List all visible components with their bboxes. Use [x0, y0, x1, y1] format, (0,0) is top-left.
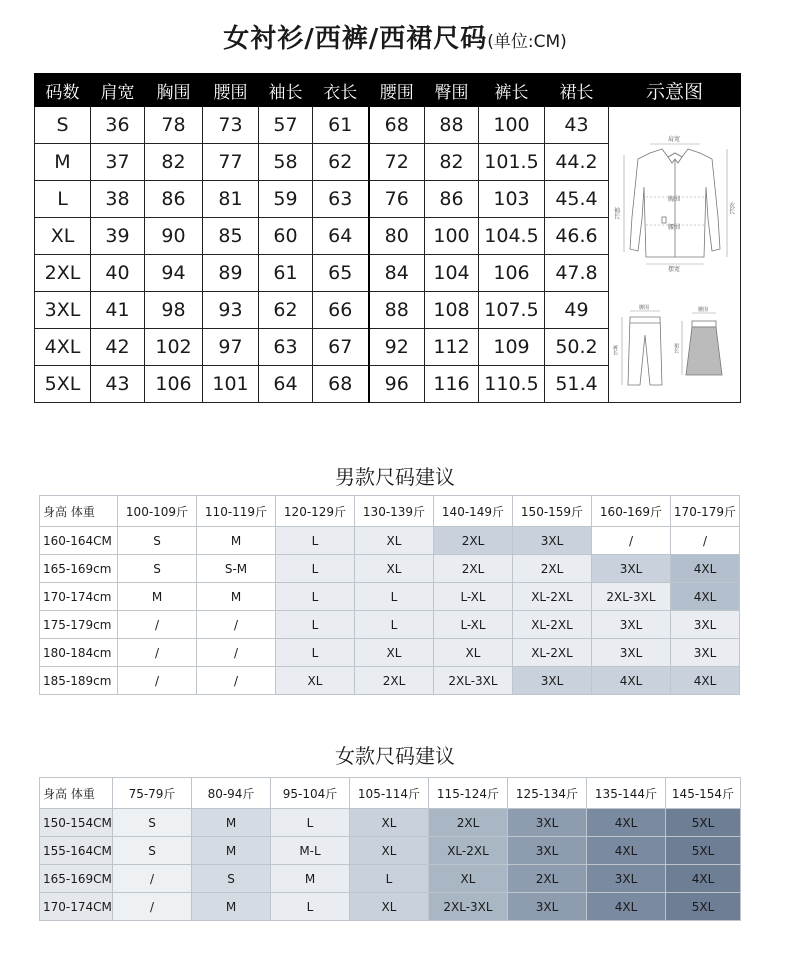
size-value-cell: 103 — [479, 181, 545, 218]
title-main: 女衬衫/西裤/西裙尺码 — [223, 24, 488, 54]
size-code-cell: 3XL — [35, 292, 91, 329]
height-label: 150-154CM — [40, 809, 113, 837]
garment-diagram-svg — [610, 107, 740, 397]
size-value-cell: 100 — [479, 107, 545, 144]
size-value-cell: 80 — [369, 218, 425, 255]
size-value-cell: 92 — [369, 329, 425, 366]
label-hem: 摆宽 — [667, 266, 680, 273]
size-suggestion-cell: 4XL — [587, 893, 666, 921]
women-header-row — [40, 778, 741, 809]
size-suggestion-cell: M — [192, 893, 271, 921]
size-value-cell: 100 — [425, 218, 479, 255]
size-suggestion-cell: S — [118, 527, 197, 555]
size-value-cell: 68 — [313, 366, 369, 403]
size-suggestion-cell: 2XL-3XL — [434, 667, 513, 695]
weight-header: 170-179斤 — [671, 496, 740, 527]
size-value-cell: 88 — [369, 292, 425, 329]
size-suggestion-cell: / — [118, 611, 197, 639]
men-row — [40, 667, 740, 695]
size-suggestion-cell: 3XL — [513, 667, 592, 695]
size-suggestion-cell: S — [113, 837, 192, 865]
size-suggestion-cell: 3XL — [592, 555, 671, 583]
size-suggestion-cell: XL-2XL — [513, 611, 592, 639]
size-suggestion-cell: 3XL — [592, 639, 671, 667]
size-suggestion-cell: 3XL — [592, 611, 671, 639]
size-value-cell: 108 — [425, 292, 479, 329]
corner-label: 身高 体重 — [40, 778, 113, 809]
size-suggestion-cell: XL-2XL — [513, 583, 592, 611]
size-value-cell: 86 — [145, 181, 203, 218]
size-value-cell: 42 — [91, 329, 145, 366]
size-suggestion-cell: 3XL — [671, 611, 740, 639]
size-value-cell: 45.4 — [545, 181, 609, 218]
size-col-header: 臀围 — [425, 74, 479, 107]
size-suggestion-cell: 3XL — [508, 893, 587, 921]
size-suggestion-cell: 2XL — [434, 527, 513, 555]
size-suggestion-cell: XL-2XL — [513, 639, 592, 667]
size-value-cell: 85 — [203, 218, 259, 255]
size-col-header: 码数 — [35, 74, 91, 107]
size-suggestion-cell: M-L — [271, 837, 350, 865]
size-code-cell: 5XL — [35, 366, 91, 403]
size-suggestion-cell: 3XL — [508, 809, 587, 837]
size-suggestion-cell: 3XL — [587, 865, 666, 893]
size-col-header: 衣长 — [313, 74, 369, 107]
skirt-icon — [686, 321, 722, 375]
size-suggestion-cell: L — [350, 865, 429, 893]
size-value-cell: 116 — [425, 366, 479, 403]
size-value-cell: 64 — [259, 366, 313, 403]
size-value-cell: 36 — [91, 107, 145, 144]
size-value-cell: 112 — [425, 329, 479, 366]
size-value-cell: 68 — [369, 107, 425, 144]
weight-header: 115-124斤 — [429, 778, 508, 809]
size-value-cell: 58 — [259, 144, 313, 181]
size-suggestion-cell: M — [197, 527, 276, 555]
size-suggestion-cell: 2XL — [355, 667, 434, 695]
size-value-cell: 37 — [91, 144, 145, 181]
size-code-cell: L — [35, 181, 91, 218]
women-row — [40, 809, 741, 837]
size-suggestion-cell: 5XL — [666, 837, 741, 865]
size-value-cell: 57 — [259, 107, 313, 144]
size-value-cell: 109 — [479, 329, 545, 366]
weight-header: 100-109斤 — [118, 496, 197, 527]
women-row — [40, 865, 741, 893]
size-suggestion-cell: M — [197, 583, 276, 611]
size-suggestion-cell: 4XL — [592, 667, 671, 695]
size-value-cell: 97 — [203, 329, 259, 366]
size-suggestion-cell: 4XL — [587, 837, 666, 865]
size-col-header: 腰围 — [369, 74, 425, 107]
size-value-cell: 41 — [91, 292, 145, 329]
label-shoulder: 肩宽 — [667, 136, 680, 143]
size-row — [35, 107, 741, 144]
size-value-cell: 106 — [479, 255, 545, 292]
size-table-header — [35, 74, 741, 107]
size-value-cell: 81 — [203, 181, 259, 218]
size-value-cell: 107.5 — [479, 292, 545, 329]
weight-header: 110-119斤 — [197, 496, 276, 527]
height-label: 170-174cm — [40, 583, 118, 611]
size-value-cell: 43 — [91, 366, 145, 403]
size-col-header: 肩宽 — [91, 74, 145, 107]
size-table — [34, 73, 741, 403]
size-suggestion-cell: 4XL — [671, 555, 740, 583]
size-suggestion-cell: XL — [355, 527, 434, 555]
size-value-cell: 89 — [203, 255, 259, 292]
size-suggestion-cell: / — [671, 527, 740, 555]
size-col-header: 腰围 — [203, 74, 259, 107]
size-value-cell: 38 — [91, 181, 145, 218]
height-label: 165-169CM — [40, 865, 113, 893]
size-value-cell: 59 — [259, 181, 313, 218]
size-suggestion-cell: 2XL — [434, 555, 513, 583]
size-value-cell: 47.8 — [545, 255, 609, 292]
size-suggestion-cell: L-XL — [434, 611, 513, 639]
size-suggestion-cell: 2XL-3XL — [429, 893, 508, 921]
size-code-cell: XL — [35, 218, 91, 255]
size-value-cell: 96 — [369, 366, 425, 403]
label-pants-waist: 腰围 — [638, 305, 649, 311]
size-value-cell: 102 — [145, 329, 203, 366]
size-code-cell: M — [35, 144, 91, 181]
men-row — [40, 583, 740, 611]
size-suggestion-cell: XL — [429, 865, 508, 893]
size-value-cell: 101.5 — [479, 144, 545, 181]
size-suggestion-cell: XL — [355, 639, 434, 667]
size-suggestion-cell: XL — [434, 639, 513, 667]
height-label: 170-174CM — [40, 893, 113, 921]
size-value-cell: 72 — [369, 144, 425, 181]
size-suggestion-cell: L — [276, 611, 355, 639]
size-suggestion-cell: / — [113, 893, 192, 921]
label-waist: 腰围 — [667, 224, 680, 231]
size-value-cell: 98 — [145, 292, 203, 329]
size-value-cell: 60 — [259, 218, 313, 255]
size-value-cell: 94 — [145, 255, 203, 292]
size-suggestion-cell: / — [197, 639, 276, 667]
size-suggestion-cell: L-XL — [434, 583, 513, 611]
weight-header: 130-139斤 — [355, 496, 434, 527]
weight-header: 95-104斤 — [271, 778, 350, 809]
size-suggestion-cell: 5XL — [666, 809, 741, 837]
weight-header: 105-114斤 — [350, 778, 429, 809]
men-size-table — [39, 495, 740, 695]
weight-header: 140-149斤 — [434, 496, 513, 527]
women-row — [40, 893, 741, 921]
weight-header: 145-154斤 — [666, 778, 741, 809]
size-suggestion-cell: / — [113, 865, 192, 893]
weight-header: 80-94斤 — [192, 778, 271, 809]
weight-header: 150-159斤 — [513, 496, 592, 527]
size-suggestion-cell: L — [276, 583, 355, 611]
men-section-title: 男款尺码建议 — [335, 465, 455, 489]
weight-header: 75-79斤 — [113, 778, 192, 809]
size-suggestion-cell: 4XL — [671, 667, 740, 695]
garment-diagram — [609, 107, 741, 403]
size-suggestion-cell: L — [355, 611, 434, 639]
size-code-cell: S — [35, 107, 91, 144]
size-suggestion-cell: 5XL — [666, 893, 741, 921]
height-label: 165-169cm — [40, 555, 118, 583]
label-sleeve: 袖长 — [612, 207, 619, 219]
label-skirt-length: 裙长 — [672, 343, 679, 353]
weight-header: 135-144斤 — [587, 778, 666, 809]
size-value-cell: 40 — [91, 255, 145, 292]
size-value-cell: 62 — [313, 144, 369, 181]
pants-icon — [628, 317, 662, 385]
size-suggestion-cell: S-M — [197, 555, 276, 583]
label-pants-length: 裤长 — [611, 345, 618, 355]
size-suggestion-cell: 2XL — [508, 865, 587, 893]
size-suggestion-cell: M — [118, 583, 197, 611]
size-value-cell: 82 — [425, 144, 479, 181]
size-suggestion-cell: 2XL — [429, 809, 508, 837]
size-suggestion-cell: S — [118, 555, 197, 583]
size-suggestion-cell: / — [118, 667, 197, 695]
size-suggestion-cell: M — [192, 837, 271, 865]
size-value-cell: 84 — [369, 255, 425, 292]
size-value-cell: 78 — [145, 107, 203, 144]
size-suggestion-cell: XL — [355, 555, 434, 583]
corner-label: 身高 体重 — [40, 496, 118, 527]
size-col-header: 裙长 — [545, 74, 609, 107]
size-value-cell: 61 — [313, 107, 369, 144]
size-value-cell: 50.2 — [545, 329, 609, 366]
size-value-cell: 110.5 — [479, 366, 545, 403]
size-suggestion-cell: L — [276, 527, 355, 555]
women-size-table — [39, 777, 741, 921]
size-suggestion-cell: XL — [350, 893, 429, 921]
size-suggestion-cell: L — [276, 555, 355, 583]
size-value-cell: 93 — [203, 292, 259, 329]
size-suggestion-cell: XL-2XL — [429, 837, 508, 865]
height-label: 175-179cm — [40, 611, 118, 639]
size-code-cell: 4XL — [35, 329, 91, 366]
label-length: 衣长 — [727, 202, 734, 214]
size-suggestion-cell: / — [118, 639, 197, 667]
size-suggestion-cell: XL — [276, 667, 355, 695]
size-value-cell: 67 — [313, 329, 369, 366]
height-label: 185-189cm — [40, 667, 118, 695]
size-value-cell: 86 — [425, 181, 479, 218]
size-value-cell: 44.2 — [545, 144, 609, 181]
men-row — [40, 611, 740, 639]
height-label: 180-184cm — [40, 639, 118, 667]
size-suggestion-cell: L — [355, 583, 434, 611]
size-suggestion-cell: 2XL-3XL — [592, 583, 671, 611]
size-suggestion-cell: / — [197, 667, 276, 695]
men-row — [40, 527, 740, 555]
size-suggestion-cell: M — [192, 809, 271, 837]
size-suggestion-cell: L — [271, 893, 350, 921]
height-label: 155-164CM — [40, 837, 113, 865]
men-header-row — [40, 496, 740, 527]
size-suggestion-cell: 3XL — [508, 837, 587, 865]
size-value-cell: 51.4 — [545, 366, 609, 403]
label-chest: 胸围 — [667, 196, 680, 203]
size-suggestion-cell: 3XL — [513, 527, 592, 555]
size-value-cell: 65 — [313, 255, 369, 292]
size-value-cell: 62 — [259, 292, 313, 329]
size-suggestion-cell: S — [113, 809, 192, 837]
size-value-cell: 39 — [91, 218, 145, 255]
size-code-cell: 2XL — [35, 255, 91, 292]
shirt-icon — [630, 149, 720, 257]
size-value-cell: 88 — [425, 107, 479, 144]
size-suggestion-cell: L — [276, 639, 355, 667]
size-value-cell: 77 — [203, 144, 259, 181]
size-value-cell: 63 — [259, 329, 313, 366]
size-suggestion-cell: S — [192, 865, 271, 893]
size-col-header: 裤长 — [479, 74, 545, 107]
men-row — [40, 639, 740, 667]
size-suggestion-cell: XL — [350, 809, 429, 837]
women-section-title: 女款尺码建议 — [335, 744, 455, 768]
size-suggestion-cell: 4XL — [671, 583, 740, 611]
size-value-cell: 90 — [145, 218, 203, 255]
size-suggestion-cell: / — [592, 527, 671, 555]
size-value-cell: 104.5 — [479, 218, 545, 255]
size-value-cell: 106 — [145, 366, 203, 403]
weight-header: 120-129斤 — [276, 496, 355, 527]
size-value-cell: 104 — [425, 255, 479, 292]
size-value-cell: 43 — [545, 107, 609, 144]
size-value-cell: 76 — [369, 181, 425, 218]
size-suggestion-cell: L — [271, 809, 350, 837]
size-suggestion-cell: 4XL — [587, 809, 666, 837]
size-value-cell: 66 — [313, 292, 369, 329]
size-value-cell: 73 — [203, 107, 259, 144]
weight-header: 125-134斤 — [508, 778, 587, 809]
size-suggestion-cell: M — [271, 865, 350, 893]
women-row — [40, 837, 741, 865]
size-col-header: 袖长 — [259, 74, 313, 107]
size-suggestion-cell: 2XL — [513, 555, 592, 583]
size-value-cell: 49 — [545, 292, 609, 329]
men-row — [40, 555, 740, 583]
height-label: 160-164CM — [40, 527, 118, 555]
size-value-cell: 63 — [313, 181, 369, 218]
size-value-cell: 64 — [313, 218, 369, 255]
title-unit: (单位:CM) — [487, 32, 567, 52]
size-suggestion-cell: XL — [350, 837, 429, 865]
page-title — [0, 18, 790, 55]
label-skirt-waist: 腰围 — [697, 307, 708, 313]
size-suggestion-cell: 3XL — [671, 639, 740, 667]
size-suggestion-cell: 4XL — [666, 865, 741, 893]
size-value-cell: 101 — [203, 366, 259, 403]
size-value-cell: 82 — [145, 144, 203, 181]
diagram-header: 示意图 — [609, 74, 741, 107]
size-value-cell: 46.6 — [545, 218, 609, 255]
size-col-header: 胸围 — [145, 74, 203, 107]
weight-header: 160-169斤 — [592, 496, 671, 527]
size-suggestion-cell: / — [197, 611, 276, 639]
size-value-cell: 61 — [259, 255, 313, 292]
